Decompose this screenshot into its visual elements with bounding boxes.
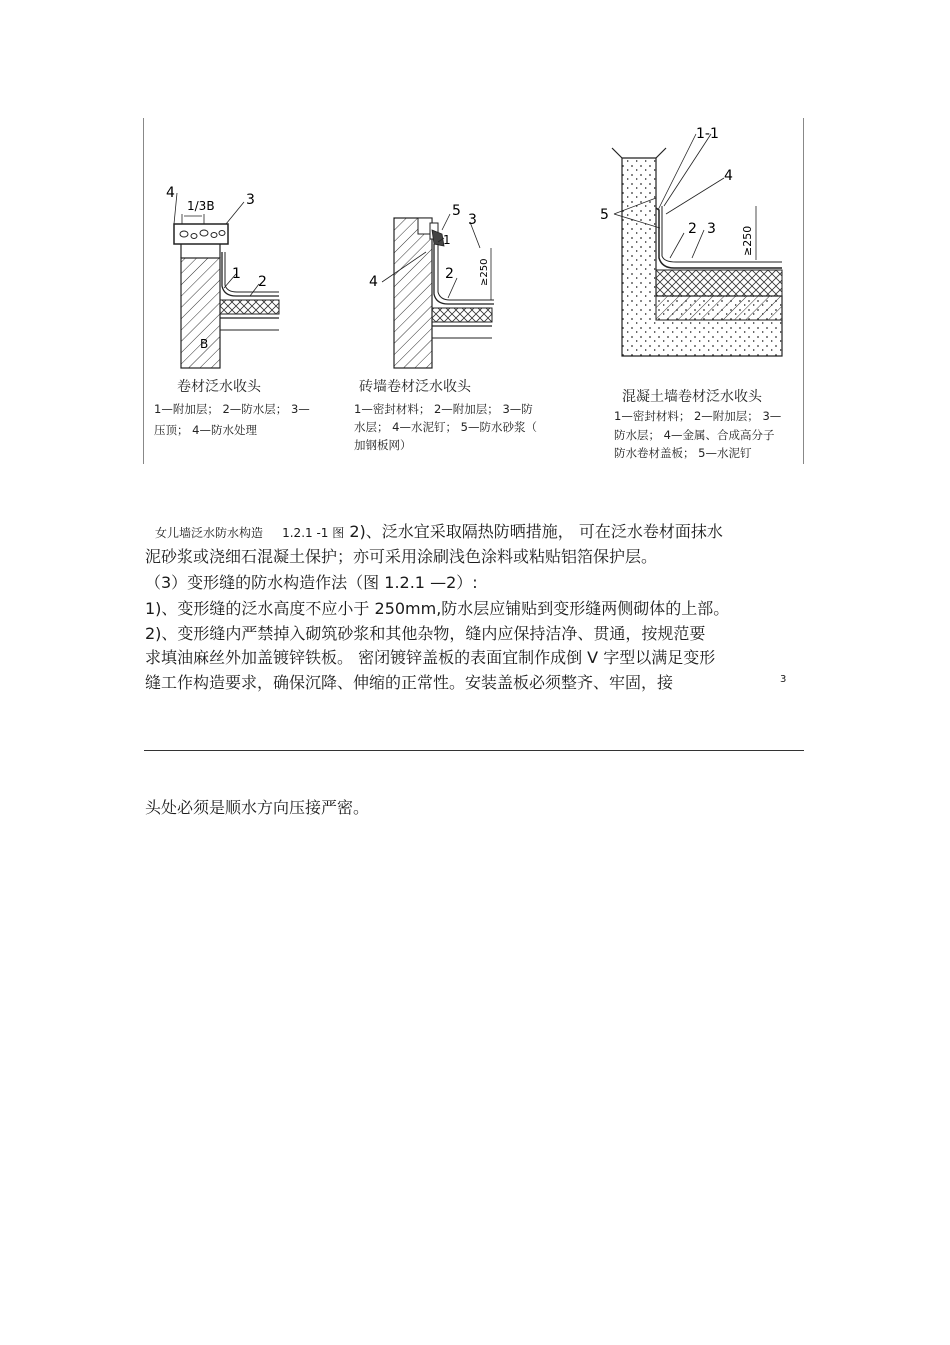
text-line-5: 2)、变形缝内严禁掉入砌筑砂浆和其他杂物，缝内应保持洁净、贯通，按规范要 [145, 624, 706, 643]
fig1-label-3: 3 [246, 192, 255, 208]
fig2-legend-line3: 加钢板网） [354, 438, 412, 452]
fig1-label-1: 1 [232, 266, 241, 282]
text-line-2: 泥砂浆或浇细石混凝土保护；亦可采用涂刷浅色涂料或粘贴铝箔保护层。 [145, 547, 658, 566]
fig3-membrane [656, 208, 782, 268]
fig3-legend-line1: 1—密封材料； 2—附加层； 3— [614, 409, 782, 423]
page-divider [144, 750, 804, 751]
fig2-insulation [432, 308, 492, 322]
fig1-legend-line2: 压顶； 4—防水处理 [154, 423, 257, 437]
fig1-wall [181, 258, 220, 368]
text-line-7: 缝工作构造要求，确保沉降、伸缩的正常性。安装盖板必须整齐、牢固，接 [145, 673, 674, 692]
fig1-insulation [220, 300, 279, 314]
fig2-label-2: 2 [445, 266, 454, 282]
text-line-6: 求填油麻丝外加盖镀锌铁板。 密闭镀锌盖板的表面宜制作成倒 V 字型以满足变形 [145, 648, 716, 667]
figure-number: 1.2.1 -1 图 [282, 526, 345, 540]
fig3-label-3: 3 [707, 221, 716, 237]
fig2-label-5: 5 [452, 203, 461, 219]
fig3-drawing [612, 134, 782, 356]
fig2-wall [394, 218, 432, 368]
fig3-label-4: 4 [724, 168, 733, 184]
fig3-label-5: 5 [600, 207, 609, 223]
fig1-title: 卷材泛水收头 [177, 379, 261, 395]
fig2-legend-line1: 1—密封材料； 2—附加层； 3—防 [354, 402, 533, 416]
line1-text: 2)、泛水宜采取隔热防晒措施， 可在泛水卷材面抹水 [349, 522, 723, 541]
waterproofing-figure [143, 118, 804, 464]
fig2-title: 砖墙卷材泛水收头 [359, 379, 471, 395]
fig1-membrane [222, 252, 279, 296]
fig2-legend-line2: 水层； 4—水泥钉； 5—防水砂浆（ [354, 420, 537, 434]
fig1-legend-line1: 1—附加层； 2—防水层； 3— [154, 402, 310, 416]
figure-caption: 女儿墙泛水防水构造 [155, 526, 264, 540]
fig3-title: 混凝土墙卷材泛水收头 [622, 389, 762, 405]
fig3-concrete-wall [622, 158, 782, 356]
fig2-label-dim: ≥250 [479, 258, 490, 286]
fig1-label-b: B [200, 337, 209, 351]
fig1-label-dim: 1/3B [187, 199, 215, 213]
fig3-label-1-1: 1-1 [696, 126, 719, 142]
fig2-label-4: 4 [369, 274, 378, 290]
text-line-3: （3）变形缝的防水构造作法（图 1.2.1 —2）: [145, 573, 478, 592]
page-number: 3 [780, 674, 787, 685]
fig2-label-3: 3 [468, 212, 477, 228]
fig1-label-4: 4 [166, 185, 175, 201]
fig1-coping [174, 224, 228, 244]
fig3-legend-line2: 防水层； 4—金属、合成高分子 [614, 428, 775, 442]
fig3-label-dim: ≥250 [741, 225, 754, 256]
fig2-label-1: 1 [443, 233, 451, 247]
fig1-label-2: 2 [258, 274, 267, 290]
text-line-8: 头处必须是顺水方向压接严密。 [145, 798, 370, 817]
text-line-4: 1)、变形缝的泛水高度不应小于 250mm,防水层应铺贴到变形缝两侧砌体的上部。 [145, 599, 730, 618]
fig3-label-2: 2 [688, 221, 697, 237]
fig2-drawing [382, 214, 494, 368]
fig3-insulation [656, 270, 782, 296]
fig3-legend-line3: 防水卷材盖板； 5—水泥钉 [614, 446, 752, 460]
text-line-1 [155, 519, 723, 542]
